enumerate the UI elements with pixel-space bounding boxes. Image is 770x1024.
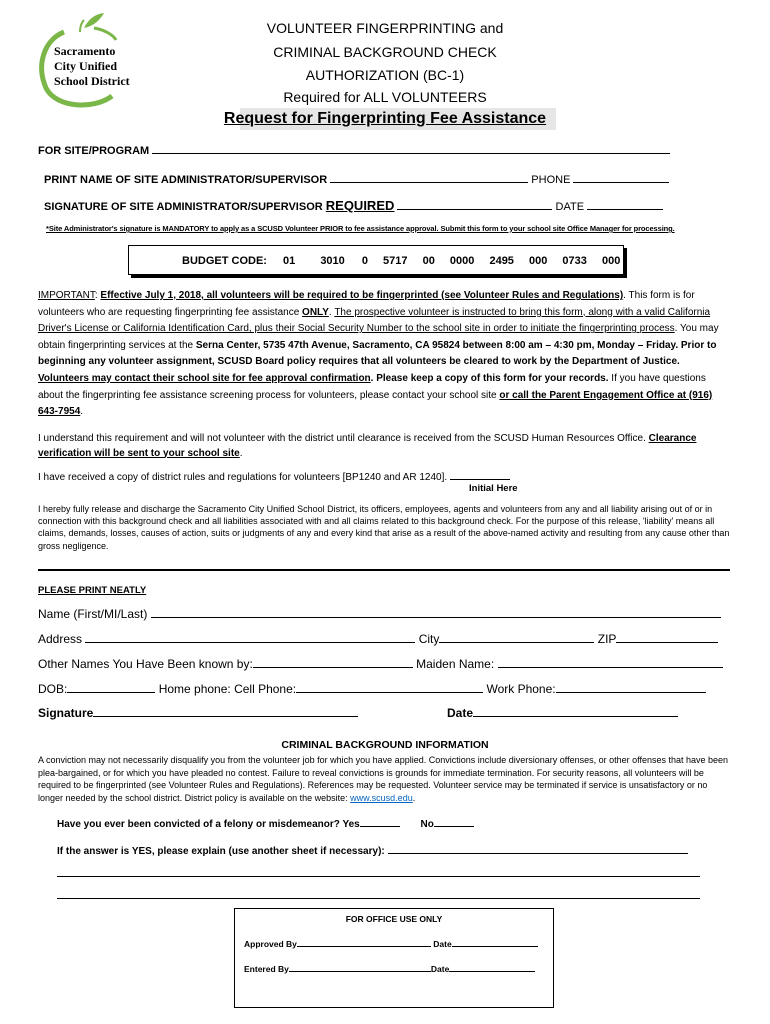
approved-field[interactable]	[297, 939, 431, 947]
release-paragraph: I hereby fully release and discharge the Sacramento City Unified School District, its officers, employees, agents and volunteers from any and all liability arising out of or in connection with this background check and all liabilities associated with and all claims related to this background check. For the purpose of this release, 'liability' means all claims, demands, losses, causes of action, suits or judgments of any and every kind that arise as a result of the above-named activity and resulting from any cause other than gross negligence.	[38, 504, 730, 551]
admin-name-label: PRINT NAME OF SITE ADMINISTRATOR/SUPERVISOR	[44, 174, 328, 186]
admin-name-field[interactable]	[330, 171, 528, 183]
approved-date-field[interactable]	[452, 939, 538, 947]
important-label: IMPORTANT	[38, 290, 95, 301]
office-use-heading: FOR OFFICE USE ONLY	[345, 914, 443, 924]
work-phone-label: Work Phone:	[486, 682, 556, 696]
important-contact-site: Volunteers may contact their school site for fee approval confirmation	[38, 372, 371, 384]
budget-code-item: 0733	[562, 255, 587, 267]
address-row	[38, 631, 718, 646]
entered-field[interactable]	[289, 964, 431, 972]
city-field[interactable]	[439, 631, 594, 643]
conviction-question: Have you ever been convicted of a felony or misdemeanor?	[57, 819, 340, 830]
logo-line-2: City Unified	[54, 59, 117, 73]
no-label: No	[420, 819, 434, 830]
other-names-field[interactable]	[253, 656, 413, 668]
important-text-3: . You may obtain fingerprinting services at the	[38, 323, 719, 351]
important-paragraph: IMPORTANT: Effective July 1, 2018, all volunteers will be required to be fingerprinted (see Volunteer Rules and Regulations). This form is for volunteers who are requesting fingerprinting fee assistance ONLY. The prospective volunteer is instructed to bring this form, along with a valid California Driver's License or California Identification Card, plus their Social Security Number to the school site in order to initiate the fingerprinting process. You may obtain fingerprinting services at the Serna Center, 5735 47th Avenue, Sacramento, CA 95824 between 8:00 am – 4:30 pm, Monday – Friday. Prior to beginning any volunteer assignment, SCUSD Board policy requires that all volunteers be cleared to work by the Department of Justice. Volunteers may contact their school site for fee approval confirmation. Please keep a copy of this form for your records. If you have questions about the fingerprinting fee assistance screening process for volunteers, please contact your school site or call the Parent Engagement Office at (916) 643-7954.	[38, 290, 719, 418]
initial-here-label: Initial Here	[469, 483, 518, 494]
conviction-question-row	[57, 818, 474, 830]
maiden-field[interactable]	[498, 656, 723, 668]
signature-date-field[interactable]	[473, 705, 678, 717]
required-label: REQUIRED	[325, 198, 395, 213]
clearance-text: Clearance verification will be sent to your school site	[38, 433, 697, 459]
site-program-label: FOR SITE/PROGRAM	[38, 145, 150, 157]
admin-signature-field[interactable]	[397, 198, 552, 210]
important-only: ONLY	[302, 306, 329, 318]
work-phone-field[interactable]	[556, 681, 706, 693]
maiden-label: Maiden Name:	[416, 657, 495, 671]
initial-field[interactable]	[450, 471, 510, 480]
budget-code-item: 000	[601, 255, 621, 267]
important-phone: or call the Parent Engagement Office at (916) 643-7954	[38, 389, 713, 418]
zip-field[interactable]	[616, 631, 718, 643]
entered-date-label: Date	[430, 964, 450, 974]
budget-code-item: 3010	[320, 255, 345, 267]
name-row	[38, 606, 721, 621]
entered-row	[244, 964, 535, 974]
address-label: Address	[38, 632, 83, 646]
criminal-heading: CRIMINAL BACKGROUND INFORMATION	[281, 739, 489, 751]
understand-text: I understand this requirement and will not volunteer with the district until clearance is received from the SCUSD Human Resources Office.	[38, 433, 649, 444]
section-divider	[38, 569, 730, 571]
home-cell-field[interactable]	[296, 681, 483, 693]
signature-label: Signature	[38, 706, 94, 720]
explain-field-1[interactable]	[388, 845, 688, 854]
other-names-row	[38, 656, 723, 671]
approved-row	[244, 939, 538, 949]
important-text-2: .	[328, 306, 335, 318]
understand-end: .	[239, 447, 243, 459]
zip-label: ZIP	[597, 632, 617, 646]
mandatory-note: *Site Administrator's signature is MANDATORY to apply as a SCUSD Volunteer PRIOR to fee assistance approval. Submit this form to your school site Office Manager for processing.	[46, 224, 675, 233]
name-field[interactable]	[151, 606, 721, 618]
criminal-paragraph	[38, 754, 732, 804]
phone-label: PHONE	[531, 174, 571, 186]
important-keep-copy: . Please keep a copy of this form for your records.	[370, 372, 609, 384]
print-neatly-heading: PLEASE PRINT NEATLY	[38, 585, 147, 596]
explain-label: If the answer is YES, please explain (use another sheet if necessary):	[57, 846, 385, 857]
important-text-4: If you have questions about the fingerprinting fee assistance screening process for volunteers, please contact your school site	[38, 372, 706, 401]
other-names-label: Other Names You Have Been known by:	[38, 657, 253, 671]
site-program-row	[38, 142, 670, 157]
home-cell-label: Home phone: Cell Phone:	[158, 682, 297, 696]
admin-signature-label: SIGNATURE OF SITE ADMINISTRATOR/SUPERVISOR	[44, 201, 323, 213]
title-line-1: VOLUNTEER FINGERPRINTING and	[266, 20, 504, 36]
yes-label: Yes	[342, 819, 360, 830]
yes-field[interactable]	[360, 818, 400, 827]
site-program-field[interactable]	[152, 142, 670, 154]
budget-code-item: 0	[361, 255, 368, 267]
signature-date-row	[447, 705, 678, 720]
explain-field-3[interactable]	[57, 898, 700, 899]
admin-name-row	[44, 171, 669, 186]
budget-code-item: 00	[422, 255, 435, 267]
dob-field[interactable]	[67, 681, 155, 693]
title-line-3: AUTHORIZATION (BC-1)	[305, 67, 465, 83]
date-label: DATE	[555, 201, 585, 213]
explain-field-2[interactable]	[57, 876, 700, 877]
budget-code-item: 5717	[383, 255, 408, 267]
signature-row	[38, 705, 358, 720]
explain-row	[57, 845, 688, 857]
title-line-4: Required for ALL VOLUNTEERS	[283, 89, 487, 105]
city-label: City	[418, 632, 440, 646]
website-link[interactable]: www.scusd.edu	[350, 792, 413, 803]
budget-code-item: 01	[283, 255, 296, 267]
understand-paragraph	[38, 432, 732, 461]
signature-field[interactable]	[93, 705, 358, 717]
important-text-5: .	[80, 406, 84, 418]
signature-date-label: Date	[447, 706, 474, 720]
dob-label: DOB:	[38, 682, 68, 696]
title-line-2: CRIMINAL BACKGROUND CHECK	[273, 44, 497, 60]
address-field[interactable]	[85, 631, 415, 643]
phone-row	[38, 681, 706, 696]
rules-received-row	[38, 471, 510, 483]
no-field[interactable]	[434, 818, 474, 827]
important-instructions: The prospective volunteer is instructed to bring this form, along with a valid California Driver's License or California Identification Card, plus their Social Security Number to the school site in order to initiate the fingerprinting process	[38, 306, 711, 335]
logo-line-3: School District	[54, 74, 130, 88]
entered-label: Entered By	[244, 964, 289, 974]
approved-date-label: Date	[433, 939, 452, 949]
important-serna: Serna Center, 5735 47th Avenue, Sacramento, CA 95824 between 8:00 am – 4:30 pm, Monday – Friday. Prior to beginning any volunteer assignment, SCUSD Board policy requires that all volunteers be cleared to work by the Department of Justice.	[38, 339, 717, 368]
approved-label: Approved By	[244, 939, 297, 949]
subtitle: Request for Fingerprinting Fee Assistance	[223, 110, 547, 127]
budget-code-item: 0000	[449, 255, 475, 267]
admin-signature-row	[44, 198, 663, 213]
budget-code-item: 2495	[489, 255, 514, 267]
admin-date-field[interactable]	[587, 198, 663, 210]
budget-code-item: 000	[529, 255, 548, 267]
rules-received-text: I have received a copy of district rules and regulations for volunteers [BP1240 and AR 1240].	[38, 472, 448, 483]
important-effective: Effective July 1, 2018, all volunteers will be required to be fingerprinted (see Volunteer Rules and Regulations)	[100, 290, 624, 301]
logo-line-1: Sacramento	[54, 44, 116, 58]
budget-code-label: BUDGET CODE:	[182, 255, 267, 267]
criminal-text: A conviction may not necessarily disqualify you from the volunteer job for which you have applied. Convictions include diversionary offenses, or other offenses that have been plea-bargained, or for which you have pleaded no contest. Failure to reveal convictions is grounds for immediate termination. For security reasons, all volunteers will be required to be fingerprinted (see Volunteer Rules and Regulations). References may be requested. Volunteer service may be terminated if service is unsatisfactory or no longer needed by the school district. District policy is available on the website:	[38, 755, 729, 803]
phone-field[interactable]	[573, 171, 669, 183]
name-label: Name (First/MI/Last)	[38, 607, 148, 621]
budget-code-values	[283, 255, 620, 267]
criminal-text-end: .	[412, 792, 416, 803]
entered-date-field[interactable]	[449, 964, 535, 972]
important-text-1: . This form is for volunteers who are requesting fingerprinting fee assistance	[38, 290, 695, 318]
